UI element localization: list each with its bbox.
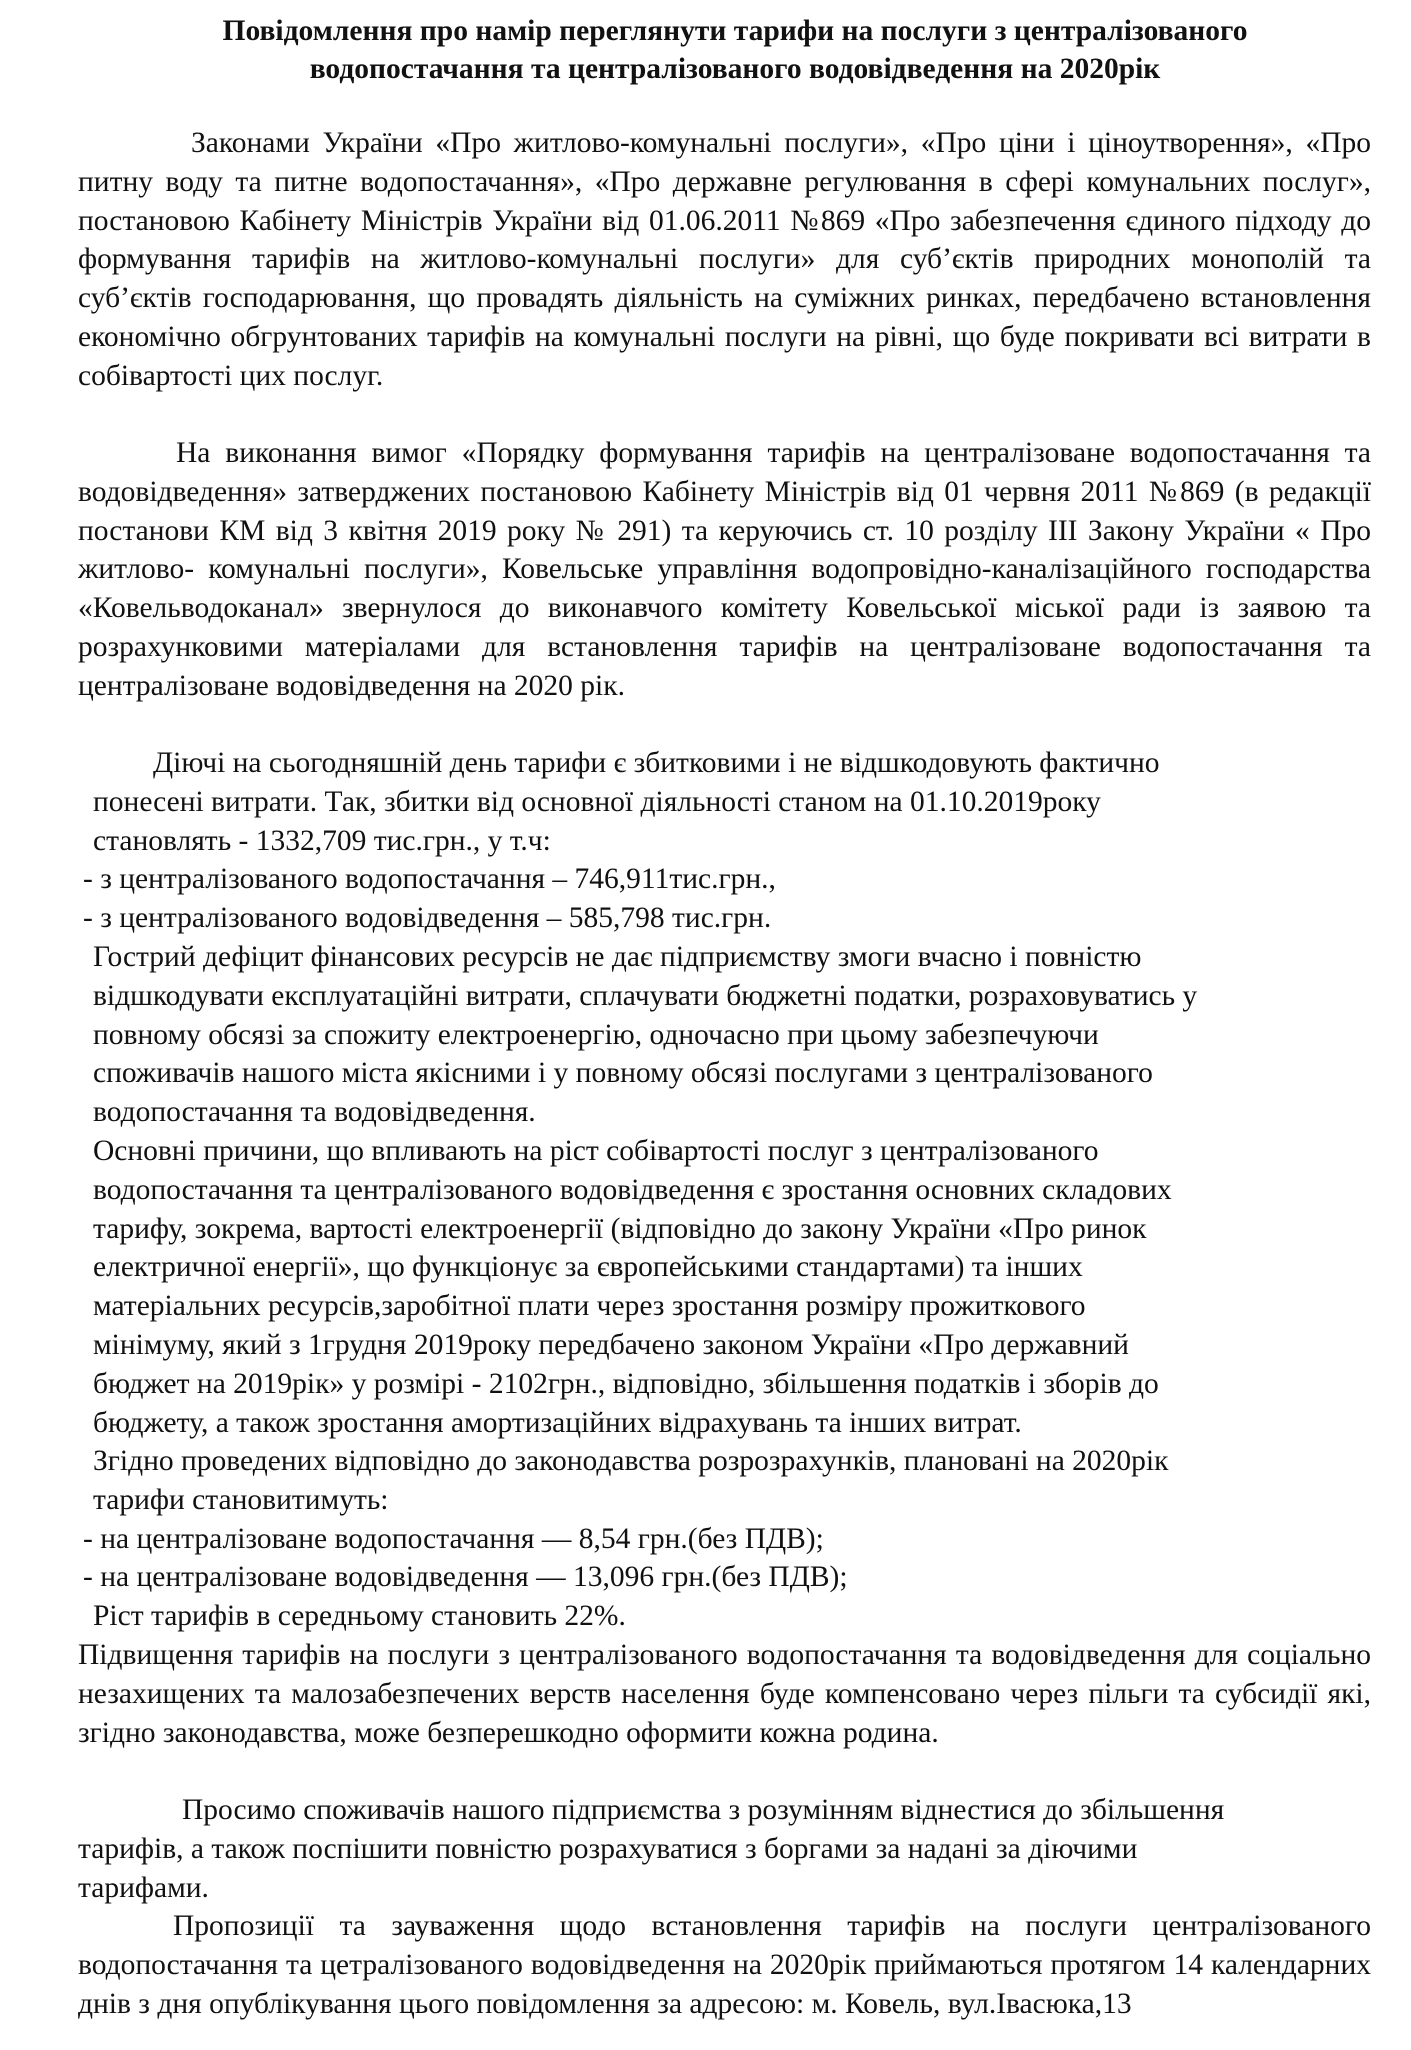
causes-line-3: тарифу, зокрема, вартості електроенергії (відповідно до закону України «Про ринок: [93, 1212, 1147, 1245]
causes-line-4: електричної енергії», що функціонує за європейськими стандартами) та інших: [93, 1251, 1083, 1284]
paragraph-laws: [78, 124, 1371, 396]
paragraph-request: [78, 1791, 1378, 1907]
losses-line-3: становлять - 1332,709 тис.грн., у т.ч:: [93, 824, 551, 857]
deficit-line-1: Гострий дефіцит фінансових ресурсів не дає підприємству змоги вчасно і повністю: [93, 941, 1142, 973]
deficit-line-5: водопостачання та водовідведення.: [93, 1096, 536, 1129]
paragraph-requirements: [78, 434, 1371, 706]
paragraph-losses: [83, 744, 1383, 938]
deficit-line-4: споживачів нашого міста якісними і у повному обсязі послугами з централізованого: [93, 1057, 1153, 1090]
tariff-growth: Ріст тарифів в середньому становить 22%.: [93, 1600, 626, 1633]
tariffs-line-2: тарифи становитимуть:: [93, 1483, 389, 1516]
causes-line-5: матеріальних ресурсів,заробітної плати через зростання розміру прожиткового: [93, 1290, 1086, 1323]
paragraph-planned-tariffs: [83, 1442, 1383, 1636]
causes-line-2: водопостачання та централізованого водовідведення є зростання основних складових: [93, 1173, 1172, 1206]
paragraph-proposals-text: Пропозиції та зауваження щодо встановлення тарифів на послуги централізованого водопостачання та цетралізованого водовідведення на 2020рік приймаються протягом 14 календарних днів з дня опублікування цього повідомлення за адресою: м. Ковель, вул.Івасюка,13: [78, 1910, 1371, 2020]
losses-water-supply: - з централізованого водопостачання – 746,911тис.грн.,: [83, 863, 776, 896]
title-line-1: Повідомлення про намір переглянути тарифи на послуги з централізованого: [222, 15, 1248, 47]
paragraph-laws-text: Законами України «Про житлово-комунальні послуги», «Про ціни і ціноутворення», «Про питну воду та питне водопостачання», «Про державне регулювання в сфері комунальних послуг», постановою Кабінету Міністрів України від 01.06.2011 №869 «Про забезпечення єдиного підходу до формування тарифів на житлово-комунальні послуги» для суб’єктів природних монополій та суб’єктів господарювання, що провадять діяльність на суміжних ринках, передбачено встановлення економічно обгрунтованих тарифів на комунальні послуги на рівні, що буде покривати всі витрати в собівартості цих послуг.: [78, 127, 1371, 392]
request-line-3: тарифами.: [78, 1871, 209, 1904]
title-line-2: водопостачання та централізованого водовідведення на 2020рік: [309, 53, 1161, 85]
causes-line-7: бюджет на 2019рік» у розмірі - 2102грн., відповідно, збільшення податків і зборів до: [93, 1367, 1159, 1400]
causes-line-6: мінімуму, який з 1грудня 2019року передбачено законом України «Про державний: [93, 1328, 1129, 1361]
tariffs-line-1: Згідно проведених відповідно до законодавства розрозрахунків, плановані на 2020рік: [93, 1445, 1169, 1477]
paragraph-compensation: [78, 1636, 1371, 1752]
causes-line-1: Основні причини, що впливають на ріст собівартості послуг з централізованого: [93, 1135, 1099, 1167]
causes-line-8: бюджету, а також зростання амортизаційних відрахувань та інших витрат.: [93, 1406, 1022, 1439]
paragraph-proposals: [78, 1907, 1371, 2023]
losses-line-2: понесені витрати. Так, збитки від основної діяльності станом на 01.10.2019року: [93, 785, 1101, 818]
losses-line-1: Діючі на сьогодняшній день тарифи є збитковими і не відшкодовують фактично: [153, 747, 1160, 779]
deficit-line-3: повному обсязі за спожиту електроенергію, одночасно при цьому забезпечуючи: [93, 1018, 1099, 1051]
losses-drainage: - з централізованого водовідведення – 585,798 тис.грн.: [83, 902, 772, 935]
document-title: [150, 12, 1320, 88]
tariff-drainage: - на централізоване водовідведення — 13,096 грн.(без ПДВ);: [83, 1561, 848, 1594]
tariff-water-supply: - на централізоване водопостачання — 8,54 грн.(без ПДВ);: [83, 1522, 824, 1555]
paragraph-compensation-text: Підвищення тарифів на послуги з централізованого водопостачання та водовідведення для соціально незахищених та малозабезпечених верств населення буде компенсовано через пільги та субсидії які, згідно законодавства, може безперешкодно оформити кожна родина.: [78, 1639, 1371, 1749]
paragraph-deficit: [93, 938, 1383, 1132]
request-line-1: Просимо споживачів нашого підприємства з розумінням віднестися до збільшення: [182, 1794, 1225, 1826]
paragraph-causes: [93, 1132, 1383, 1442]
request-line-2: тарифів, а також поспішити повністю розрахуватися з боргами за надані за діючими: [78, 1832, 1138, 1865]
paragraph-requirements-text: На виконання вимог «Порядку формування тарифів на централізоване водопостачання та водовідведення» затверджених постановою Кабінету Міністрів від 01 червня 2011 №869 (в редакції постанови КМ від 3 квітня 2019 року № 291) та керуючись ст. 10 розділу ІІІ Закону України « Про житлово- комунальні послуги», Ковельське управління водопровідно-каналізаційного господарства «Ковельводоканал» звернулося до виконавчого комітету Ковельської міської ради із заявою та розрахунковими матеріалами для встановлення тарифів на централізоване водопостачання та централізоване водовідведення на 2020 рік.: [78, 437, 1371, 702]
deficit-line-2: відшкодувати експлуатаційні витрати, сплачувати бюджетні податки, розраховуватись у: [93, 979, 1198, 1012]
